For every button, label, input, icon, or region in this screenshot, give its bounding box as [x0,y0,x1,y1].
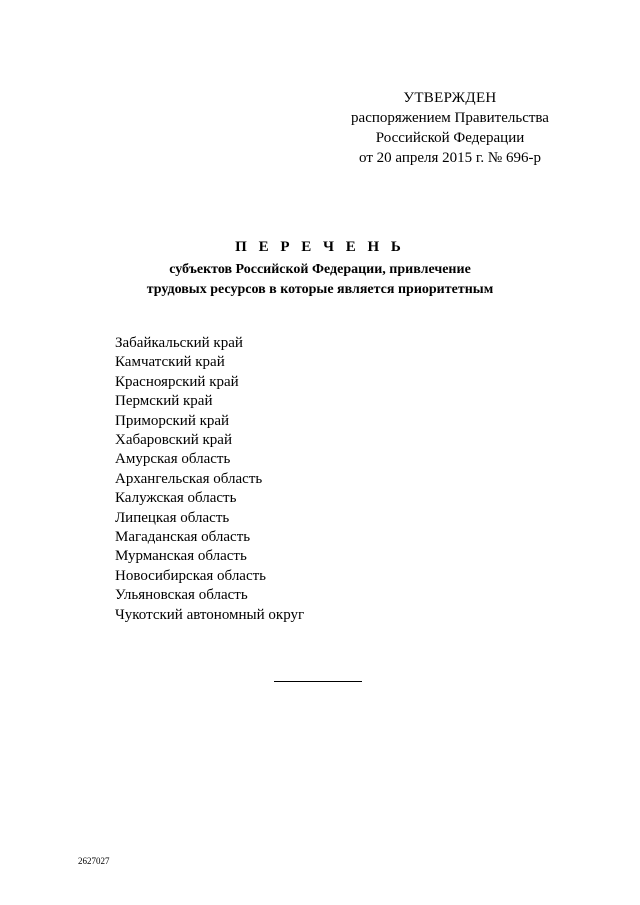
list-item: Красноярский край [115,373,239,390]
list-item: Архангельская область [115,470,263,487]
approval-title: УТВЕРЖДЕН [403,90,497,106]
list-item: Чукотский автономный округ [115,606,305,623]
heading-subtitle-line-2: трудовых ресурсов в которые является приоритетным [146,282,494,297]
approval-line-3: от 20 апреля 2015 г. № 696-р [359,150,541,166]
list-item: Пермский край [115,393,213,410]
approval-line-2: Российской Федерации [375,130,525,146]
list-item: Приморский край [115,412,230,429]
list-item: Камчатский край [115,354,225,371]
list-item: Забайкальский край [115,335,243,351]
list-item: Ульяновская область [115,587,248,604]
list-item: Мурманская область [115,548,247,565]
end-divider [274,681,362,682]
heading-title: П Е Р Е Ч Е Н Ь [235,239,405,255]
document-heading [0,236,640,300]
list-item: Хабаровский край [115,432,232,449]
heading-subtitle-line-1: субъектов Российской Федерации, привлечение [169,262,471,277]
document-number: 2627027 [78,856,110,866]
list-item: Амурская область [115,451,231,468]
approval-block [332,88,568,168]
approval-line-1: распоряжением Правительства [351,110,549,126]
list-item: Новосибирская область [115,567,267,584]
list-item: Магаданская область [115,529,251,546]
list-item: Липецкая область [115,509,230,526]
region-list [115,334,304,625]
list-item: Калужская область [115,490,237,507]
